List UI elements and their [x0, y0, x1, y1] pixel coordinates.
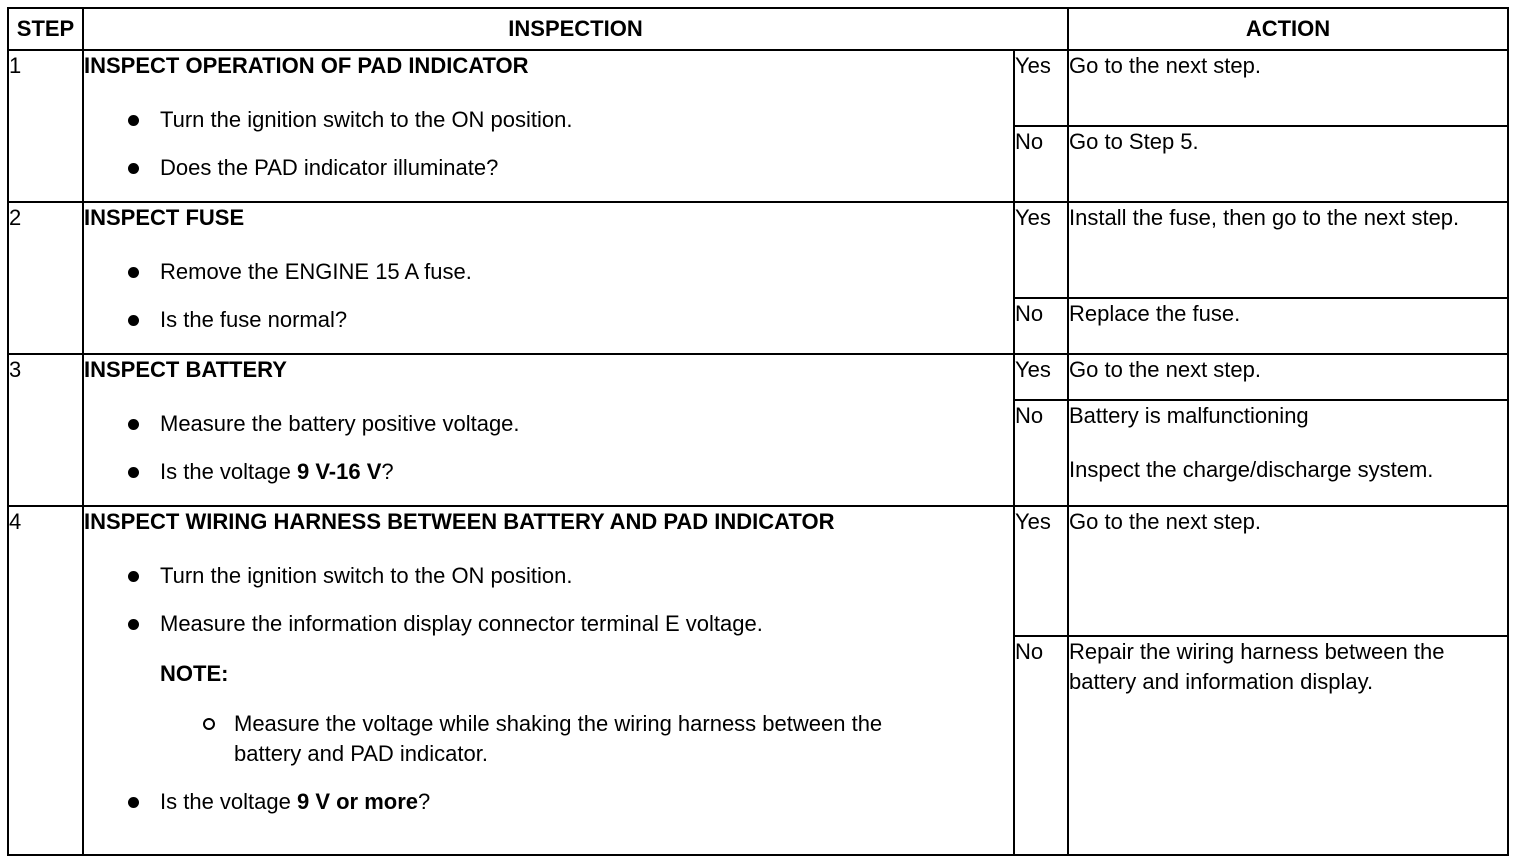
step-title: INSPECT BATTERY — [84, 357, 287, 382]
yes-label: Yes — [1014, 202, 1068, 298]
bullet-item: Turn the ignition switch to the ON position. — [84, 105, 1013, 135]
bullet-icon — [128, 419, 139, 430]
step-4-inspection — [83, 506, 1014, 855]
step-title: INSPECT FUSE — [84, 205, 245, 230]
bullet-item: Is the fuse normal? — [84, 305, 1013, 335]
no-action-line-2: Inspect the charge/discharge system. — [1069, 457, 1434, 482]
note-label: NOTE: — [160, 661, 229, 686]
no-action: Replace the fuse. — [1068, 298, 1508, 354]
no-action-line-1: Battery is malfunctioning — [1069, 403, 1309, 428]
no-action: Repair the wiring harness between the battery and information display. — [1068, 636, 1508, 855]
bullet-icon — [128, 163, 139, 174]
bullet-item: Remove the ENGINE 15 A fuse. — [84, 257, 1013, 287]
step-number: 1 — [8, 50, 83, 202]
no-action: Go to Step 5. — [1068, 126, 1508, 202]
bullet-icon — [128, 115, 139, 126]
bullet-icon — [128, 467, 139, 478]
no-label: No — [1014, 636, 1068, 855]
step-1-yes-row — [8, 50, 1508, 126]
bullet-item: Measure the battery positive voltage. — [84, 409, 1013, 439]
step-title: INSPECT OPERATION OF PAD INDICATOR — [84, 53, 529, 78]
bullet-item: Is the voltage 9 V-16 V? — [84, 457, 1013, 487]
note-item: Measure the voltage while shaking the wiring harness between the battery and PAD indicator. — [84, 709, 1013, 769]
bullet-item: Does the PAD indicator illuminate? — [84, 153, 1013, 183]
no-action — [1068, 400, 1508, 506]
yes-action: Go to the next step. — [1068, 50, 1508, 126]
step-2-yes-row — [8, 202, 1508, 298]
hollow-bullet-icon — [203, 718, 215, 730]
step-3-inspection — [83, 354, 1014, 506]
bullet-item: Is the voltage 9 V or more? — [84, 787, 1013, 817]
step-1-inspection — [83, 50, 1014, 202]
yes-action: Go to the next step. — [1068, 506, 1508, 636]
header-action: ACTION — [1068, 8, 1508, 50]
yes-label: Yes — [1014, 50, 1068, 126]
bullet-item: Turn the ignition switch to the ON position. — [84, 561, 1013, 591]
yes-label: Yes — [1014, 506, 1068, 636]
bullet-icon — [128, 315, 139, 326]
yes-action: Install the fuse, then go to the next step. — [1068, 202, 1508, 298]
bullet-icon — [128, 797, 139, 808]
bullet-item: Measure the information display connector terminal E voltage. — [84, 609, 1013, 639]
header-inspection: INSPECTION — [83, 8, 1068, 50]
bullet-icon — [128, 619, 139, 630]
bullet-icon — [128, 267, 139, 278]
step-number: 4 — [8, 506, 83, 855]
diagnostic-table — [7, 7, 1509, 856]
voltage-value: 9 V or more — [296, 789, 419, 814]
step-2-inspection — [83, 202, 1014, 354]
step-number: 3 — [8, 354, 83, 506]
header-step: STEP — [8, 8, 83, 50]
step-4-yes-row — [8, 506, 1508, 636]
no-label: No — [1014, 298, 1068, 354]
bullet-icon — [128, 571, 139, 582]
yes-action: Go to the next step. — [1068, 354, 1508, 400]
no-label: No — [1014, 126, 1068, 202]
header-row — [8, 8, 1508, 50]
voltage-value: 9 V-16 V — [296, 459, 382, 484]
step-title: INSPECT WIRING HARNESS BETWEEN BATTERY AND PAD INDICATOR — [84, 509, 835, 534]
yes-label: Yes — [1014, 354, 1068, 400]
step-3-yes-row — [8, 354, 1508, 400]
step-number: 2 — [8, 202, 83, 354]
no-label: No — [1014, 400, 1068, 506]
